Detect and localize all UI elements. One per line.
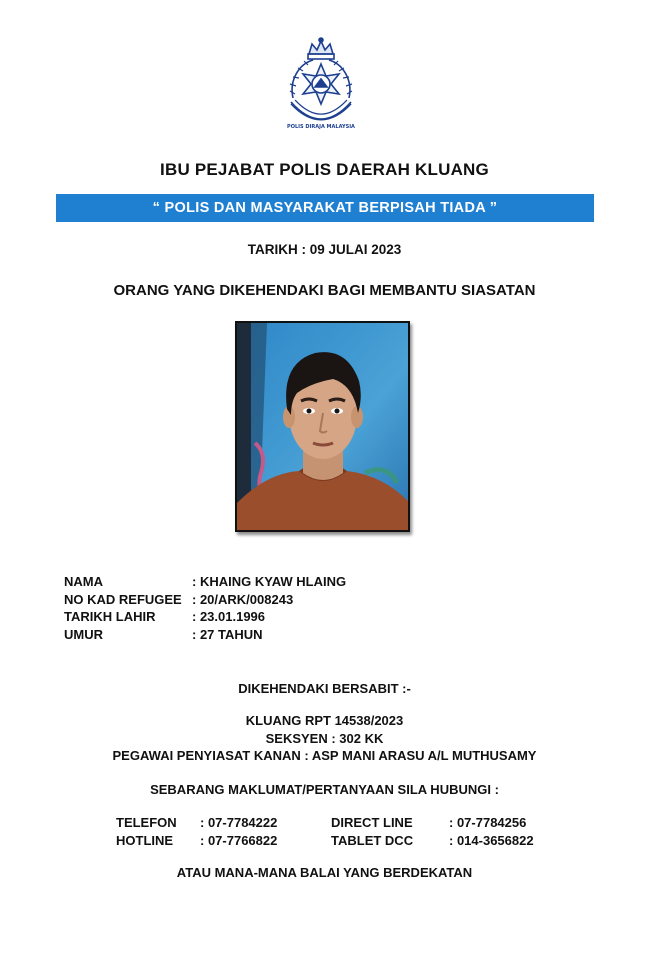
police-crest-icon (279, 36, 363, 138)
suspect-details (64, 573, 346, 643)
contact-number: : 07-7766822 (200, 833, 278, 848)
notice-subtitle: ORANG YANG DIKEHENDAKI BAGI MEMBANTU SIASATAN (113, 282, 536, 299)
detail-value: : 27 TAHUN (192, 626, 263, 642)
case-heading: DIKEHENDAKI BERSABIT :- (238, 681, 411, 696)
contact-footer: ATAU MANA-MANA BALAI YANG BERDEKATAN (176, 865, 473, 880)
detail-label: TARIKH LAHIR (64, 609, 156, 624)
contact-label: TABLET DCC (331, 833, 414, 848)
person-portrait-icon (237, 323, 408, 530)
case-section: SEKSYEN : 302 KK (265, 731, 384, 746)
motto-text: “ POLIS DAN MASYARAKAT BERPISAH TIADA ” (152, 200, 498, 216)
notice-date: TARIKH : 09 JULAI 2023 (247, 242, 402, 257)
detail-row-name (64, 573, 346, 591)
detail-label: NO KAD REFUGEE (64, 591, 182, 607)
contact-number: : 07-7784256 (449, 815, 527, 830)
contact-table (116, 814, 534, 850)
suspect-photo (235, 321, 410, 532)
contact-row (116, 814, 534, 832)
contact-heading: SEBARANG MAKLUMAT/PERTANYAAN SILA HUBUNGI : (150, 782, 499, 797)
contact-row (116, 832, 534, 850)
detail-label: UMUR (64, 626, 103, 642)
detail-row-refugee-card (64, 591, 346, 609)
contact-label: HOTLINE (116, 833, 174, 848)
detail-value: : KHAING KYAW HLAING (192, 574, 347, 589)
case-officer: PEGAWAI PENYIASAT KANAN : ASP MANI ARASU A/L MUTHUSAMY (112, 748, 537, 763)
contact-number: : 07-7784222 (200, 815, 278, 830)
detail-row-age (64, 626, 346, 644)
contact-label: TELEFON (116, 815, 177, 830)
page-title: IBU PEJABAT POLIS DAERAH KLUANG (160, 160, 489, 179)
contact-label: DIRECT LINE (331, 815, 413, 830)
detail-label: NAMA (64, 574, 103, 589)
contact-number: : 014-3656822 (449, 833, 534, 848)
crest-ring-text: POLIS DIRAJA MALAYSIA (287, 124, 355, 130)
motto-banner (56, 194, 594, 222)
case-report-number: KLUANG RPT 14538/2023 (245, 713, 404, 728)
detail-value: : 23.01.1996 (192, 609, 266, 624)
detail-value: : 20/ARK/008243 (192, 591, 294, 607)
detail-row-birth-date (64, 608, 346, 626)
